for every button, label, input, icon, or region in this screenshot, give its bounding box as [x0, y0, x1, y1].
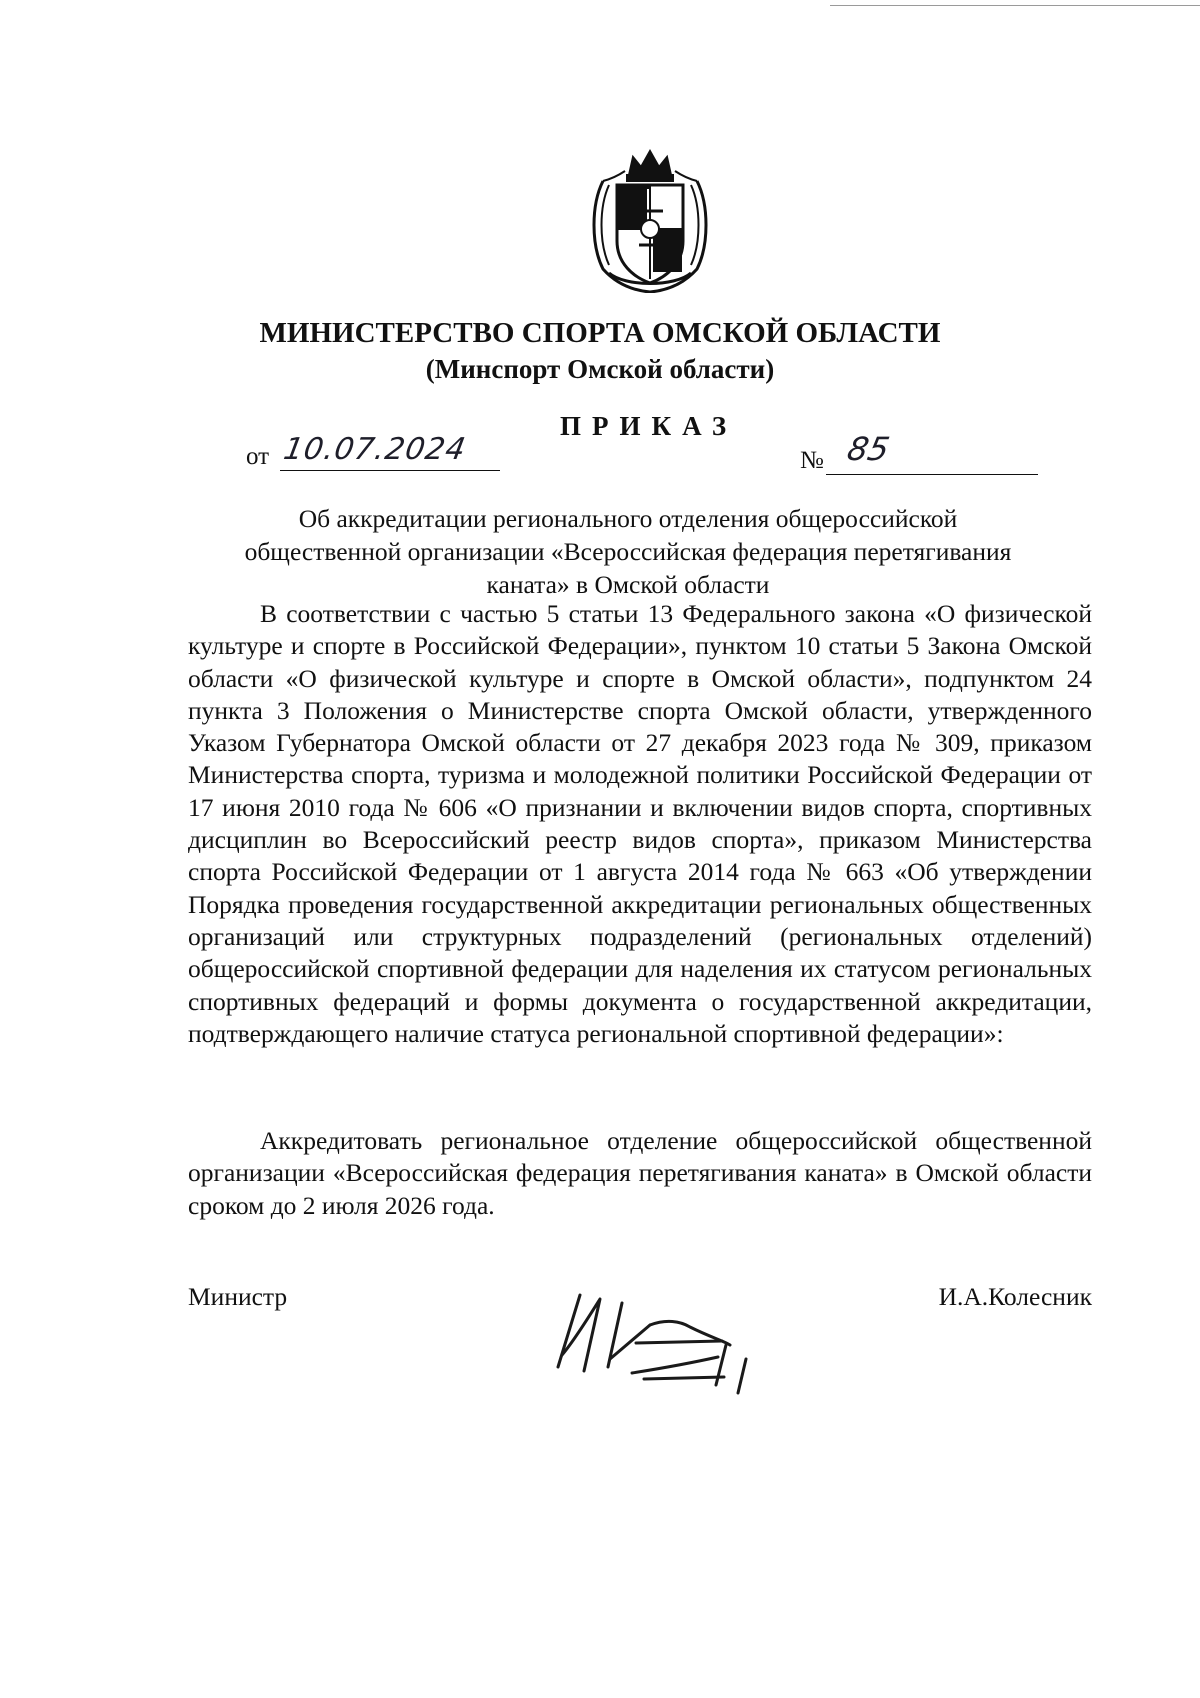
signatory-name: И.А.Колесник [938, 1282, 1092, 1311]
number-underline [826, 474, 1038, 475]
order-subject: Об аккредитации регионального отделения общероссийской общественной организации «Всероссийская федерация перетягивания каната» в Омской области [244, 504, 1012, 599]
date-underline [280, 470, 500, 471]
signatory-title: Министр [188, 1282, 288, 1311]
coat-of-arms-icon [589, 145, 711, 293]
document-type: ПРИКАЗ [560, 411, 738, 441]
ministry-short-name: (Минспорт Омской области) [425, 354, 775, 384]
body-paragraph-basis: В соответствии с частью 5 статьи 13 Федерального закона «О физической культуре и спорте в Российской Федерации», пунктом 10 статьи 5 Закона Омской области «О физической культуре и спорте в Омской области», подпунктом 24 пункта 3 Положения о Министерстве спорта Омской области, утвержденного Указом Губернатора Омской области от 27 декабря 2023 года № 309, приказом Министерства спорта, туризма и молодежной политики Российской Федерации от 17 июня 2010 года № 606 «О признании и включении видов спорта, спортивных дисциплин во Всероссийский реестр видов спорта», приказом Министерства спорта Российской Федерации от 1 августа 2014 года № 663 «Об утверждении Порядка проведения государственной аккредитации региональных общественных организаций или структурных подразделений (региональных отделений) общероссийской спортивной федерации для наделения их статусом региональных спортивных федераций и формы документа о государственной аккредитации, подтверждающего наличие статуса региональной спортивной федерации»: [188, 599, 1092, 1048]
order-date: 10.07.2024 [280, 432, 469, 467]
signature-icon [540, 1275, 810, 1395]
scan-edge-line [830, 5, 1200, 6]
order-number: 85 [843, 430, 893, 468]
number-label: № [800, 447, 824, 474]
body-paragraph-decision: Аккредитовать региональное отделение общероссийской общественной организации «Всероссийская федерация перетягивания каната» в Омской области сроком до 2 июля 2026 года. [188, 1126, 1092, 1220]
date-label: от [246, 443, 270, 470]
ministry-name: МИНИСТЕРСТВО СПОРТА ОМСКОЙ ОБЛАСТИ [259, 317, 941, 349]
